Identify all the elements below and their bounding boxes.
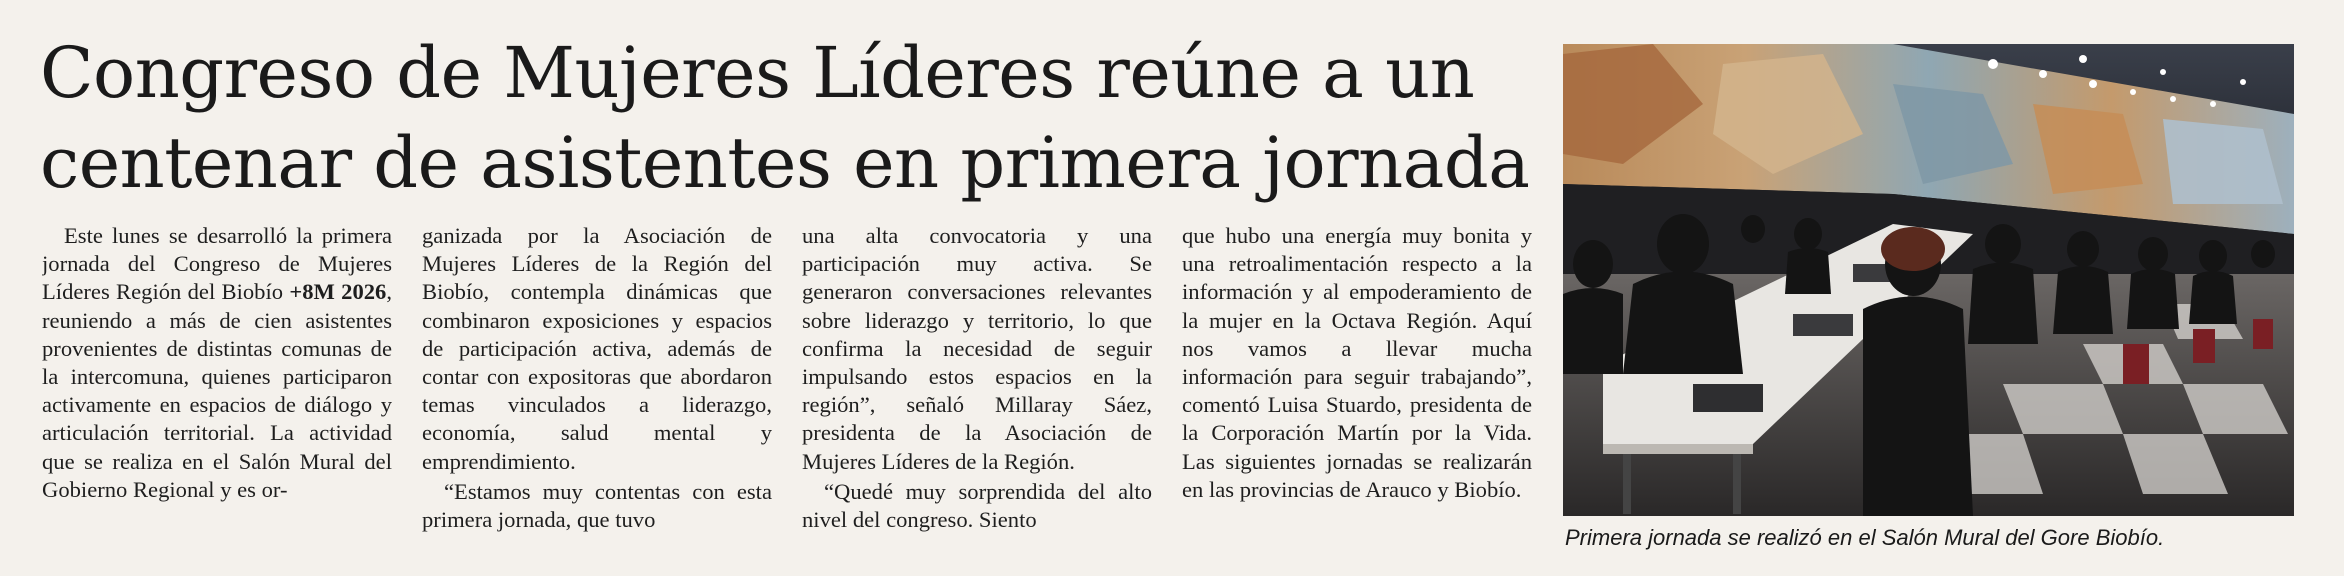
event-photo: [1563, 44, 2294, 516]
body-paragraph: “Quedé muy sorprendida del alto nivel del congreso. Siento: [802, 478, 1152, 533]
article-column-4: [1182, 222, 1532, 562]
article-column-1: [42, 222, 392, 562]
event-photo-illustration: [1563, 44, 2294, 516]
headline-line-1: Congreso de Mujeres Líderes reúne a un: [40, 32, 1475, 114]
text-run: Este lunes se desarrolló la primera jornada del Congreso de Mujeres Líderes Región del Biobío: [42, 223, 392, 305]
body-paragraph: una alta convocatoria y una participación muy activa. Se generaron conversaciones relevantes sobre liderazgo y territorio, lo que confirma la necesidad de seguir impulsando estos espacios en la región”, señaló Millaray Sáez, presidenta de la Asociación de Mujeres Líderes de la Región.: [802, 223, 1152, 474]
text-run: , reuniendo a más de cien asistentes provenientes de distintas comunas de la intercomuna, quienes participaron activamente en espacios de diálogo y articulación territorial. La actividad que se realiza en el Salón Mural del Gobierno Regional y es or-: [42, 279, 392, 502]
body-paragraph: ganizada por la Asociación de Mujeres Líderes de la Región del Biobío, contempla dinámicas que combinaron exposiciones y espacios de participación activa, además de contar con expositoras que abordaron temas vinculados a liderazgo, economía, salud mental y emprendimiento.: [422, 223, 772, 474]
article-column-2: [422, 222, 772, 562]
photo-caption: Primera jornada se realizó en el Salón Mural del Gore Biobío.: [1565, 525, 2165, 550]
body-paragraph: [42, 222, 392, 504]
bold-run: +8M 2026: [289, 279, 387, 305]
article-column-3: [802, 222, 1152, 562]
body-paragraph: “Estamos muy contentas con esta primera jornada, que tuvo: [422, 478, 772, 533]
article-headline: [40, 28, 1530, 208]
body-paragraph: que hubo una energía muy bonita y una retroalimentación respecto a la información y al empoderamiento de la mujer en la Octava Región. Aquí nos vamos a llevar mucha información para seguir trabajando”, comentó Luisa Stuardo, presidenta de la Corporación Martín por la Vida. Las siguientes jornadas se realizarán en las provincias de Arauco y Biobío.: [1182, 223, 1532, 502]
article-body: [42, 222, 1532, 562]
headline-line-2: centenar de asistentes en primera jornada: [40, 122, 1530, 204]
